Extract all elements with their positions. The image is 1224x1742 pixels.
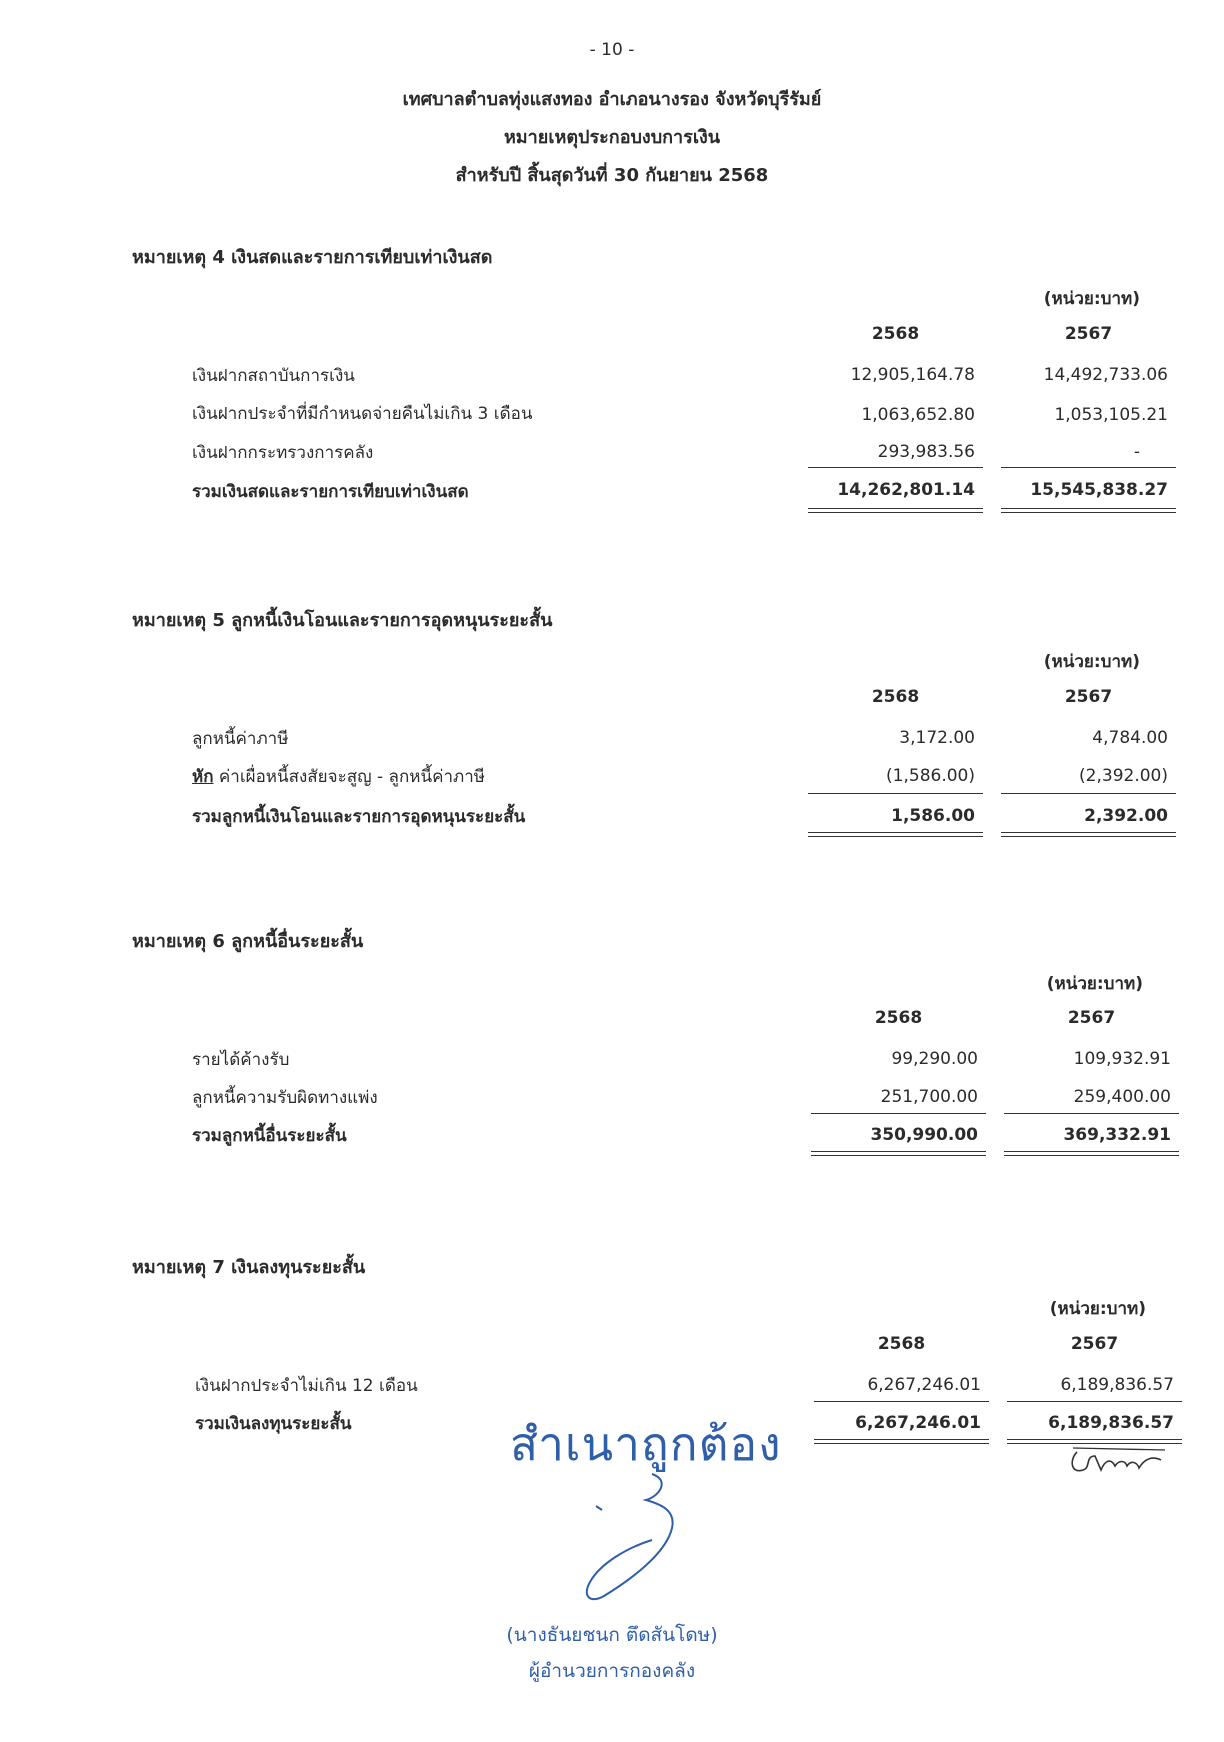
note7-unit: (หน่วย:บาท) <box>1049 1299 1146 1319</box>
note5-subtotal-line <box>808 793 983 794</box>
note7-row-label: เงินฝากประจำไม่เกิน 12 เดือน <box>195 1376 418 1396</box>
note4-row-value-2568: 12,905,164.78 <box>850 365 975 385</box>
note7-total-2567: 6,189,836.57 <box>1048 1413 1174 1433</box>
note6-row-value-2568: 99,290.00 <box>891 1049 978 1069</box>
note7-subtotal-line <box>1007 1401 1182 1402</box>
note7-total-2568: 6,267,246.01 <box>855 1413 981 1433</box>
page-number: - 10 - <box>589 40 635 60</box>
note5-row-value-2567: (2,392.00) <box>1079 766 1168 786</box>
note4-total-double-line <box>808 508 983 513</box>
note6-row-value-2567: 259,400.00 <box>1073 1087 1171 1107</box>
note6-title: หมายเหตุ 6 ลูกหนี้อื่นระยะสั้น <box>132 931 364 952</box>
note5-row-value-2567: 4,784.00 <box>1092 728 1168 748</box>
note5-unit: (หน่วย:บาท) <box>1043 652 1140 672</box>
note6-row-label: รายได้ค้างรับ <box>192 1050 290 1070</box>
note7-title: หมายเหตุ 7 เงินลงทุนระยะสั้น <box>132 1257 366 1278</box>
note6-row-value-2567: 109,932.91 <box>1073 1049 1171 1069</box>
note6-total-double-line <box>1004 1151 1179 1156</box>
deduct-prefix: หัก <box>192 767 214 787</box>
signer-position: ผู้อำนวยการกองคลัง <box>528 1660 696 1682</box>
header-period: สำหรับปี สิ้นสุดวันที่ 30 กันยายน 2568 <box>455 165 769 186</box>
header-organization: เทศบาลตำบลทุ่งแสงทอง อำเภอนางรอง จังหวัดบุรีรัมย์ <box>402 89 822 110</box>
note6-year-current: 2568 <box>874 1008 923 1028</box>
note6-total-label: รวมลูกหนี้อื่นระยะสั้น <box>192 1126 347 1146</box>
signature-icon <box>560 1470 710 1610</box>
note6-unit: (หน่วย:บาท) <box>1046 974 1143 994</box>
note6-row-value-2568: 251,700.00 <box>880 1087 978 1107</box>
note5-total-2568: 1,586.00 <box>891 806 975 826</box>
note4-year-prior: 2567 <box>1064 324 1113 344</box>
initials-signature-icon <box>1065 1440 1185 1480</box>
note5-subtotal-line <box>1001 793 1176 794</box>
note6-row-label: ลูกหนี้ความรับผิดทางแพ่ง <box>192 1088 378 1108</box>
note5-row-value-2568: 3,172.00 <box>899 728 975 748</box>
note4-row-value-2567: 14,492,733.06 <box>1043 365 1168 385</box>
signer-name: (นางธันยชนก ตึดสันโดษ) <box>506 1624 718 1646</box>
note7-total-label: รวมเงินลงทุนระยะสั้น <box>195 1414 352 1434</box>
note4-row-value-2567: 1,053,105.21 <box>1054 405 1168 425</box>
note4-subtotal-line <box>808 467 983 468</box>
note4-total-double-line <box>1001 508 1176 513</box>
note6-total-double-line <box>811 1151 986 1156</box>
note5-total-double-line <box>1001 832 1176 837</box>
note6-total-2567: 369,332.91 <box>1063 1125 1171 1145</box>
note7-total-double-line <box>814 1439 989 1444</box>
note4-title: หมายเหตุ 4 เงินสดและรายการเทียบเท่าเงินสด <box>132 247 493 268</box>
note4-subtotal-line <box>1001 467 1176 468</box>
note4-row-value-2568: 1,063,652.80 <box>861 405 975 425</box>
note7-row-value-2568: 6,267,246.01 <box>867 1375 981 1395</box>
note4-row-value-2568: 293,983.56 <box>877 442 975 462</box>
note4-year-current: 2568 <box>871 324 920 344</box>
note5-total-label: รวมลูกหนี้เงินโอนและรายการอุดหนุนระยะสั้น <box>192 807 526 827</box>
note4-row-label: เงินฝากสถาบันการเงิน <box>192 366 355 386</box>
note4-total-2568: 14,262,801.14 <box>837 480 975 500</box>
note4-row-value-2567: - <box>1133 442 1140 462</box>
note5-row-text: ค่าเผื่อหนี้สงสัยจะสูญ - ลูกหนี้ค่าภาษี <box>213 767 485 787</box>
note6-subtotal-line <box>811 1113 986 1114</box>
header-document-title: หมายเหตุประกอบงบการเงิน <box>503 127 721 148</box>
note4-row-label: เงินฝากกระทรวงการคลัง <box>192 443 374 463</box>
note7-subtotal-line <box>814 1401 989 1402</box>
note4-row-label: เงินฝากประจำที่มีกำหนดจ่ายคืนไม่เกิน 3 เดือน <box>192 404 533 424</box>
note5-year-prior: 2567 <box>1064 687 1113 707</box>
note6-year-prior: 2567 <box>1067 1008 1116 1028</box>
note6-subtotal-line <box>1004 1113 1179 1114</box>
note5-total-2567: 2,392.00 <box>1084 806 1168 826</box>
note5-row-label: ลูกหนี้ค่าภาษี <box>192 729 289 749</box>
note5-row-value-2568: (1,586.00) <box>886 766 975 786</box>
note4-unit: (หน่วย:บาท) <box>1043 289 1140 309</box>
note7-row-value-2567: 6,189,836.57 <box>1060 1375 1174 1395</box>
note5-title: หมายเหตุ 5 ลูกหนี้เงินโอนและรายการอุดหนุนระยะสั้น <box>132 610 553 631</box>
note4-total-label: รวมเงินสดและรายการเทียบเท่าเงินสด <box>192 482 469 502</box>
note5-row-label <box>192 763 485 790</box>
note5-total-double-line <box>808 832 983 837</box>
note7-year-current: 2568 <box>877 1334 926 1354</box>
note6-total-2568: 350,990.00 <box>870 1125 978 1145</box>
certified-copy-stamp: สำเนาถูกต้อง <box>510 1417 782 1471</box>
note5-year-current: 2568 <box>871 687 920 707</box>
note7-year-prior: 2567 <box>1070 1334 1119 1354</box>
note4-total-2567: 15,545,838.27 <box>1030 480 1168 500</box>
